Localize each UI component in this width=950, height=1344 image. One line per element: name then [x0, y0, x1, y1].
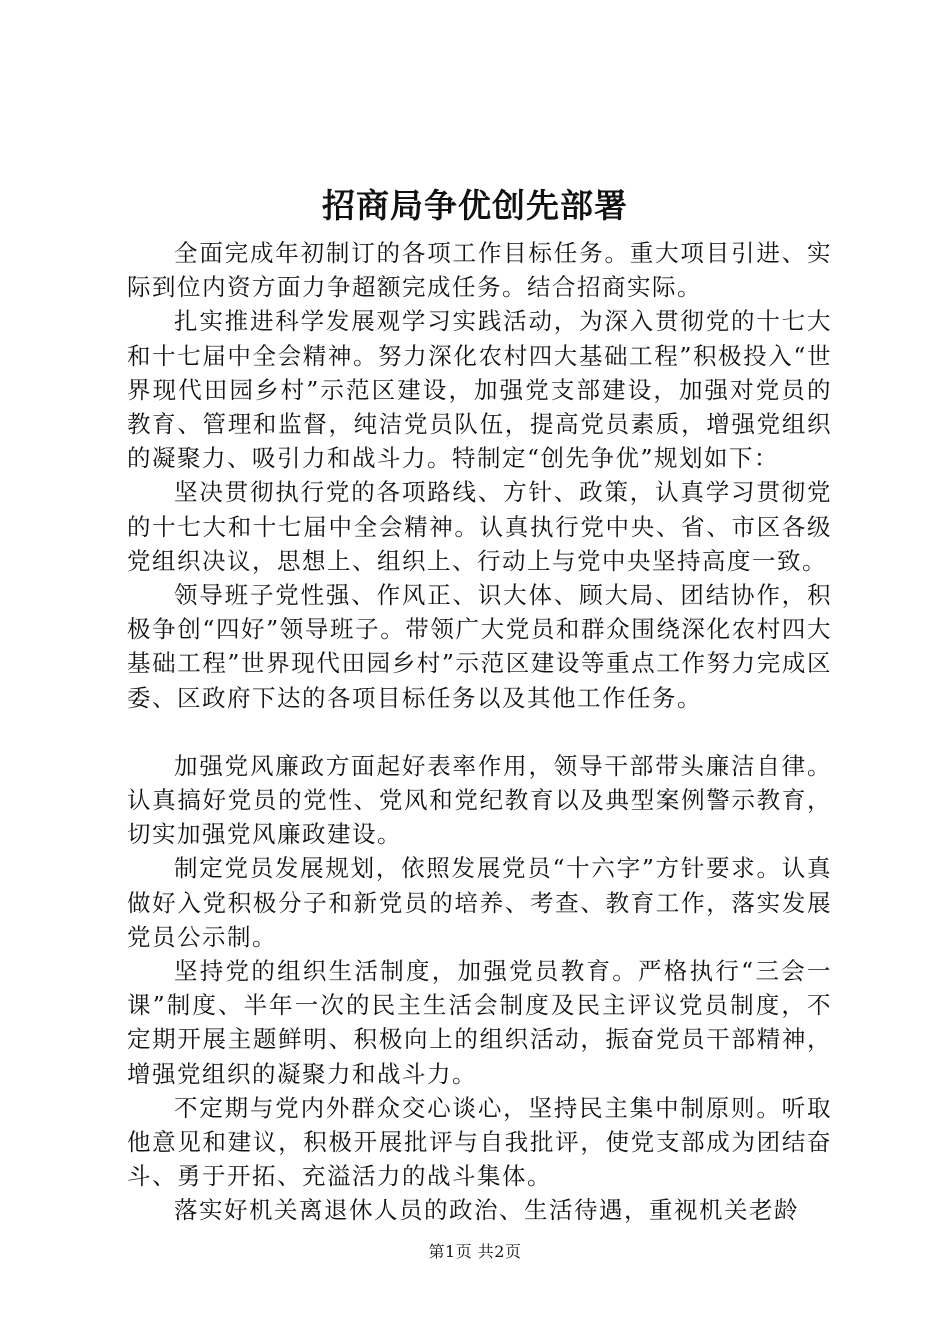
blank-line	[127, 715, 832, 749]
paragraph-8: 不定期与党内外群众交心谈心，坚持民主集中制原则。听取他意见和建议，积极开展批评与自我批评，使党支部成为团结奋斗、勇于开拓、充溢活力的战斗集体。	[127, 1093, 832, 1191]
paragraph-5: 加强党风廉政方面起好表率作用，领导干部带头廉洁自律。认真搞好党员的党性、党风和党纪教育以及典型案例警示教育，切实加强党风廉政建设。	[127, 751, 832, 849]
paragraph-1: 全面完成年初制订的各项工作目标任务。重大项目引进、实际到位内资方面力争超额完成任务。结合招商实际。	[127, 239, 832, 302]
paragraph-4: 领导班子党性强、作风正、识大体、顾大局、团结协作，积极争创“四好”领导班子。带领广大党员和群众围绕深化农村四大基础工程”世界现代田园乡村”示范区建设等重点工作努力完成区委、区政府下达的各项目标任务以及其他工作任务。	[127, 581, 832, 712]
paragraph-2: 扎实推进科学发展观学习实践活动，为深入贯彻党的十七大和十七届中全会精神。努力深化农村四大基础工程”积极投入“世界现代田园乡村”示范区建设，加强党支部建设，加强对党员的教育、管理和监督，纯洁党员队伍，提高党员素质，增强党组织的凝聚力、吸引力和战斗力。特制定“创先争优”规划如下：	[127, 307, 832, 473]
paragraph-6: 制定党员发展规划，依照发展党员“十六字”方针要求。认真做好入党积极分子和新党员的培养、考查、教育工作，落实发展党员公示制。	[127, 854, 832, 951]
paragraph-9: 落实好机关离退休人员的政治、生活待遇，重视机关老龄	[174, 1196, 799, 1225]
document-body	[127, 236, 832, 1228]
page-footer: 第1页 共2页	[428, 1242, 522, 1261]
paragraph-3: 坚决贯彻执行党的各项路线、方针、政策，认真学习贯彻党的十七大和十七届中全会精神。认真执行党中央、省、市区各级党组织决议，思想上、组织上、行动上与党中央坚持高度一致。	[127, 478, 832, 575]
document-title: 招商局争优创先部署	[322, 186, 628, 225]
paragraph-7: 坚持党的组织生活制度，加强党员教育。严格执行“三会一课”制度、半年一次的民主生活会制度及民主评议党员制度，不定期开展主题鲜明、积极向上的组织活动，振奋党员干部精神，增强党组织的凝聚力和战斗力。	[127, 957, 832, 1088]
